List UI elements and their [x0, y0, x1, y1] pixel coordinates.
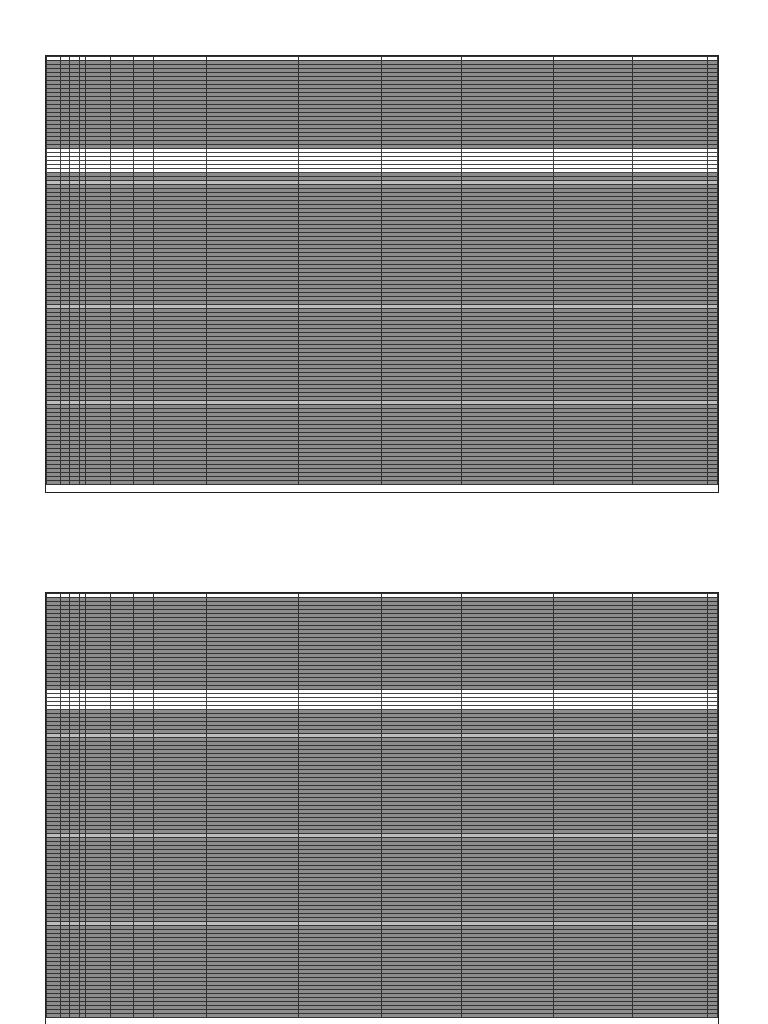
- table-cell: [85, 1014, 110, 1018]
- table-cell: [461, 1014, 553, 1018]
- table-cell: [70, 481, 79, 485]
- table-cell: [298, 481, 382, 485]
- table-cell: [47, 481, 61, 485]
- sheet-page-2: [45, 592, 719, 1024]
- table-cell: [633, 481, 707, 485]
- table-cell: [707, 481, 717, 485]
- table-cell: [633, 1014, 707, 1018]
- table-row: [47, 1014, 718, 1018]
- table-row: [47, 481, 718, 485]
- table-cell: [133, 481, 153, 485]
- table-cell: [154, 1014, 207, 1018]
- table-cell: [461, 481, 553, 485]
- table-cell: [207, 481, 299, 485]
- table-cell: [553, 1014, 633, 1018]
- data-table-2: [46, 593, 718, 1018]
- table-cell: [61, 1014, 70, 1018]
- table-cell: [707, 1014, 717, 1018]
- table-cell: [47, 1014, 61, 1018]
- table-cell: [111, 1014, 133, 1018]
- table-cell: [553, 481, 633, 485]
- sheet-page-1: [45, 55, 719, 493]
- table-cell: [382, 1014, 462, 1018]
- data-table-1: [46, 56, 718, 485]
- table-cell: [382, 481, 462, 485]
- table-cell: [154, 481, 207, 485]
- table-cell: [70, 1014, 79, 1018]
- table-cell: [133, 1014, 153, 1018]
- table-cell: [61, 481, 70, 485]
- table-cell: [207, 1014, 299, 1018]
- table-cell: [298, 1014, 382, 1018]
- table-cell: [85, 481, 110, 485]
- table-cell: [111, 481, 133, 485]
